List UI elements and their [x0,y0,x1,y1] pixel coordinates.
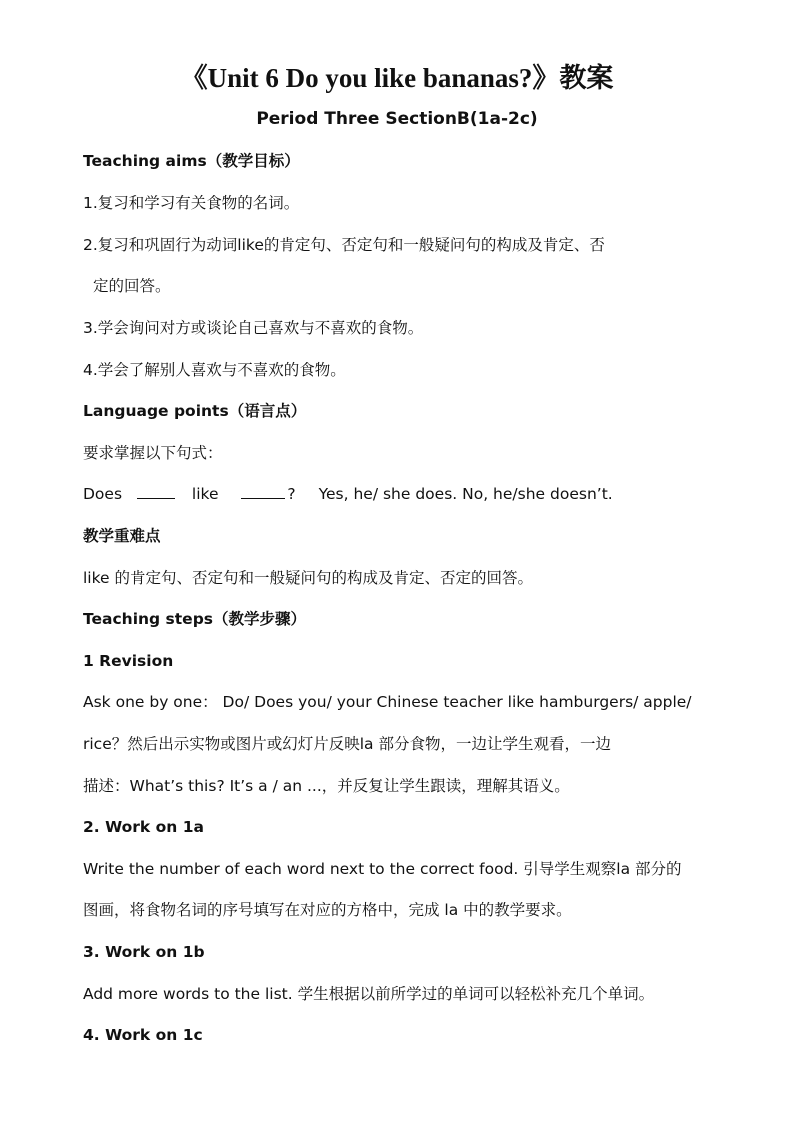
step-1c-heading: 4. Work on 1c [83,1026,203,1044]
key-points-heading: 教学重难点 [83,527,161,545]
aim-item: 3.学会询问对方或谈论自己喜欢与不喜欢的食物。 [83,319,424,337]
step-text: Ask one by one： Do/ Does you/ your Chinese teacher like hamburgers/ apple/ [83,693,692,711]
step-text: 描述：What’s this? It’s a / an ...，并反复让学生跟读，理解其语义。 [83,777,570,795]
sentence-pattern [83,482,723,506]
language-points-heading: Language points（语言点） [83,402,307,420]
fill-blank [137,484,175,499]
step-text: Add more words to the list. 学生根据以前所学过的单词可以轻松补充几个单词。 [83,985,655,1003]
teaching-aims-heading: Teaching aims（教学目标） [83,152,300,170]
pattern-question-mark: ? [287,485,296,503]
document-subtitle: Period Three SectionB(1a-2c) [256,109,538,129]
key-points-text: like 的肯定句、否定句和一般疑问句的构成及肯定、否定的回答。 [83,569,534,587]
step-text: 图画，将食物名词的序号填写在对应的方格中，完成 la 中的教学要求。 [83,901,572,919]
teaching-steps-heading: Teaching steps（教学步骤） [83,610,307,628]
pattern-like: like [191,485,219,503]
aim-item-continued: 定的回答。 [93,277,171,295]
step-1a-heading: 2. Work on 1a [83,818,204,836]
aim-item: 2.复习和巩固行为动词like的肯定句、否定句和一般疑问句的构成及肯定、否 [83,236,605,254]
pattern-answer: Yes, he/ she does. No, he/she doesn’t. [318,485,613,503]
step-1b-heading: 3. Work on 1b [83,943,205,961]
step-text: rice？然后出示实物或图片或幻灯片反映la 部分食物，一边让学生观看，一边 [83,735,611,753]
aim-item: 1.复习和学习有关食物的名词。 [83,194,300,212]
pattern-does: Does [83,485,123,503]
fill-blank [241,484,285,499]
step-text: Write the number of each word next to the correct food. 引导学生观察la 部分的 [83,860,682,878]
language-points-intro: 要求掌握以下句式： [83,444,223,462]
document-title: 《Unit 6 Do you like bananas?》教案 [180,63,614,93]
aim-item: 4.学会了解别人喜欢与不喜欢的食物。 [83,361,346,379]
step-revision-heading: 1 Revision [83,652,174,670]
